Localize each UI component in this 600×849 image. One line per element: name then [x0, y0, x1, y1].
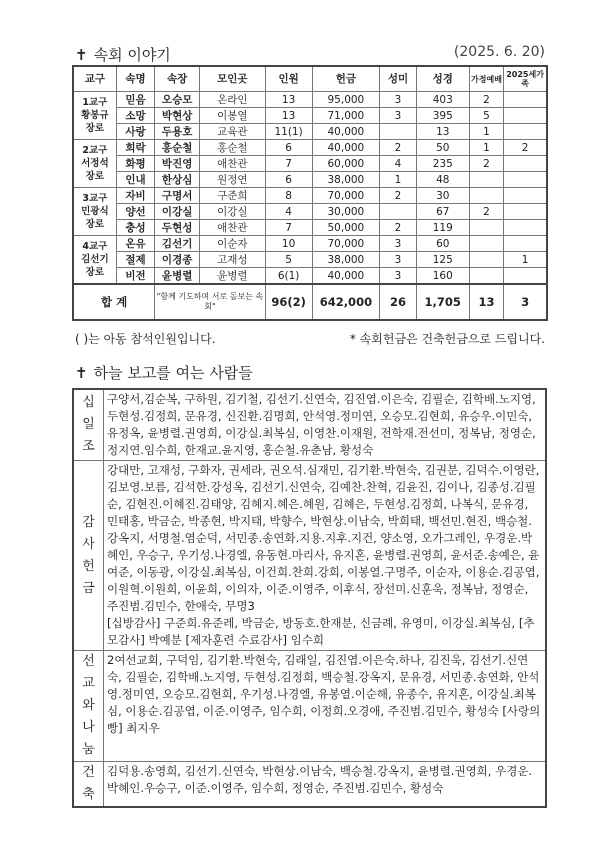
cell-bible: 60 — [416, 236, 469, 252]
cell-people: 10 — [265, 236, 312, 252]
cell-home: 1 — [469, 140, 503, 156]
cell-offering: 38,000 — [312, 252, 380, 268]
cell-people: 6(1) — [265, 268, 312, 285]
cell-leader: 박진영 — [155, 156, 200, 172]
cell-home — [469, 220, 503, 236]
col-place: 모인곳 — [200, 66, 266, 92]
donor-category: 감 사 헌 금 — [73, 461, 104, 651]
cell-family — [504, 204, 547, 220]
table-row — [73, 204, 547, 220]
cell-bible: 395 — [416, 108, 469, 124]
group-label: 1교구 황봉규 장로 — [73, 92, 116, 140]
cell-home — [469, 236, 503, 252]
total-mission: 26 — [380, 284, 416, 320]
cell-place: 구준희 — [200, 188, 266, 204]
col-offering: 헌금 — [312, 66, 380, 92]
table-row — [73, 156, 547, 172]
col-home-worship: 가정예배 — [469, 66, 503, 92]
cell-leader: 홍순철 — [155, 140, 200, 156]
note-children: ( )는 아동 참석인원입니다. — [75, 332, 216, 346]
cell-offering: 70,000 — [312, 188, 380, 204]
cell-offering: 60,000 — [312, 156, 380, 172]
table-row — [73, 172, 547, 188]
donor-category: 십 일 조 — [73, 389, 104, 461]
cell-name: 믿음 — [116, 92, 155, 108]
donor-row — [73, 389, 546, 461]
cell-mission: 3 — [380, 268, 416, 285]
cell-name: 희락 — [116, 140, 155, 156]
cell-bible: 403 — [416, 92, 469, 108]
cell-family — [504, 188, 547, 204]
cell-leader: 윤병렬 — [155, 268, 200, 285]
total-family: 3 — [504, 284, 547, 320]
donor-category: 선 교 와 나 눔 — [73, 651, 104, 762]
cell-mission: 2 — [380, 140, 416, 156]
cross-icon: ✝ — [75, 364, 88, 382]
group-label: 3교구 민광식 장로 — [73, 188, 116, 236]
cell-offering: 70,000 — [312, 236, 380, 252]
cell-mission — [380, 204, 416, 220]
group-label: 4교구 김선기 장로 — [73, 236, 116, 285]
cell-people: 5 — [265, 252, 312, 268]
table-row — [73, 188, 547, 204]
donor-row — [73, 461, 546, 651]
cell-name: 절제 — [116, 252, 155, 268]
section-title-text: 속회 이야기 — [93, 46, 171, 64]
cell-group-table — [72, 65, 548, 321]
donors-section-title — [75, 362, 253, 383]
cell-mission — [380, 124, 416, 140]
cell-leader: 두용호 — [155, 124, 200, 140]
cell-place: 애찬관 — [200, 156, 266, 172]
cell-name: 자비 — [116, 188, 155, 204]
donor-names: 김덕용.송영희, 김선기.신연숙, 박현상.이남숙, 백승철.강옥지, 윤병렬.권영희, 우경운.박혜인.우승구, 이준.이영주, 임수희, 정영순, 주진범.김민수, 황성숙 — [104, 762, 547, 808]
cell-people: 7 — [265, 156, 312, 172]
cell-home: 5 — [469, 108, 503, 124]
cell-leader: 박현상 — [155, 108, 200, 124]
cell-offering: 50,000 — [312, 220, 380, 236]
table-row — [73, 220, 547, 236]
cell-name: 비전 — [116, 268, 155, 285]
cell-people: 7 — [265, 220, 312, 236]
cell-family — [504, 108, 547, 124]
cell-place: 윤병렬 — [200, 268, 266, 285]
cell-name: 양선 — [116, 204, 155, 220]
cell-offering: 40,000 — [312, 268, 380, 285]
cross-icon: ✝ — [75, 46, 88, 64]
donor-category: 건 축 — [73, 762, 104, 808]
col-group: 교구 — [73, 66, 116, 92]
cell-home: 2 — [469, 204, 503, 220]
cell-people: 11(1) — [265, 124, 312, 140]
cell-leader: 오승모 — [155, 92, 200, 108]
cell-family — [504, 236, 547, 252]
cell-mission: 2 — [380, 220, 416, 236]
cell-home — [469, 268, 503, 285]
cell-people: 4 — [265, 204, 312, 220]
cell-place: 이순자 — [200, 236, 266, 252]
cell-offering: 30,000 — [312, 204, 380, 220]
cell-bible: 125 — [416, 252, 469, 268]
cell-place: 교육관 — [200, 124, 266, 140]
cell-leader: 김선기 — [155, 236, 200, 252]
group-label: 2교구 서정석 장로 — [73, 140, 116, 188]
table-row — [73, 252, 547, 268]
cell-people: 13 — [265, 108, 312, 124]
cell-place: 애찬관 — [200, 220, 266, 236]
cell-place: 이봉열 — [200, 108, 266, 124]
donor-names: 강대만, 고재성, 구화자, 권세라, 권오석.심재민, 김기환.박현숙, 김권분, 김덕수.이영란, 김보영.보름, 김석한.강성옥, 김선기.신연숙, 김예찬.찬혁, 김윤진, 김이나, 김종성.김필순, 김현진.이혜진.김태양, 김혜지.혜은.혜원, 김혜은, 두현성.김정희, 나복식, 문유경, 민태홍, 박금순, 박종현, 박지태, 박향수, 박현상.이남숙, 박희태, 백선민.현진, 백승철.강옥지, 서명철.염순덕, 서민종.송연화.지용.지후.지건, 양소영, 오가그레인, 우경운.박혜인, 우승구, 우기성.나경엘, 유동현.마리사, 유지혼, 윤병렬.권영희, 윤서준.송예은, 윤여준, 이동광, 이강실.최복심, 이건희.찬희.강희, 이봉열.구명주, 이순자, 이용순.김공엽, 이원혁.이원희, 이윤희, 이의자, 이준.이영주, 이후식, 장선미.신훈욱, 정복남, 정영순, 주진범.김민수, 한애숙, 무명3 [십방감사] 구준희.유준레, 박금순, 방동호.한재분, 신금례, 유영미, 이강실.최복심, [추모감사] 박예분 [제자훈련 수료감사] 임수희 — [104, 461, 547, 651]
cell-family — [504, 92, 547, 108]
cell-name: 사랑 — [116, 124, 155, 140]
table-row — [73, 268, 547, 285]
cell-home: 2 — [469, 92, 503, 108]
cell-bible: 67 — [416, 204, 469, 220]
cell-family — [504, 156, 547, 172]
cell-place: 원정연 — [200, 172, 266, 188]
donor-names: 구양서,김순복, 구하원, 김기철, 김선기.신연숙, 김진엽.이은숙, 김필순, 김학배.노지영, 두현성.김정희, 문유경, 신진환.김명희, 안석영.정미연, 오승모.김현희, 유승우.이민숙, 유정옥, 윤병렬.권영희, 이강실.최복심, 이영찬.이재원, 전학재.전선미, 정복남, 정영순, 정지연.임수희, 한재교.윤지영, 홍순철.유춘남, 황성숙 — [104, 389, 547, 461]
cell-leader: 이경종 — [155, 252, 200, 268]
cell-name: 충성 — [116, 220, 155, 236]
col-people: 인원 — [265, 66, 312, 92]
cell-leader: 구명서 — [155, 188, 200, 204]
cell-family — [504, 172, 547, 188]
cell-offering: 95,000 — [312, 92, 380, 108]
col-leader: 속장 — [155, 66, 200, 92]
donor-row — [73, 762, 546, 808]
total-home: 13 — [469, 284, 503, 320]
table-row — [73, 140, 547, 156]
cell-offering: 40,000 — [312, 124, 380, 140]
donors-title-text: 하늘 보고를 여는 사람들 — [93, 364, 253, 382]
cell-place: 홍순철 — [200, 140, 266, 156]
cell-bible: 235 — [416, 156, 469, 172]
cell-family: 1 — [504, 252, 547, 268]
cell-family — [504, 220, 547, 236]
cell-bible: 30 — [416, 188, 469, 204]
cell-mission: 2 — [380, 188, 416, 204]
section-title — [75, 44, 171, 65]
cell-name: 온유 — [116, 236, 155, 252]
donor-names: 2여선교회, 구덕임, 김기환.박현숙, 김래일, 김진엽.이은숙.하나, 김진욱, 김선기.신연숙, 김필순, 김학배.노지영, 두현성.김정희, 백승철.강옥지, 문유경, 서민종.송연화, 안석영.정미연, 오승모.김현희, 우기성.나경엘, 유봉열.이순해, 유종수, 유지혼, 이강실.최복심, 이용순.김공엽, 이준.이영주, 임수희, 이정희.오경애, 주진범.김민수, 황성숙 [사랑의 빵] 최지우 — [104, 651, 547, 762]
total-row — [73, 284, 547, 320]
cell-mission: 3 — [380, 236, 416, 252]
table-row — [73, 92, 547, 108]
cell-place: 고재성 — [200, 252, 266, 268]
table-row — [73, 236, 547, 252]
cell-people: 6 — [265, 172, 312, 188]
table-row — [73, 108, 547, 124]
cell-offering: 40,000 — [312, 140, 380, 156]
cell-name: 화평 — [116, 156, 155, 172]
cell-mission: 3 — [380, 108, 416, 124]
note-building: * 속회헌금은 건축헌금으로 드립니다. — [349, 332, 545, 346]
col-mission: 성미 — [380, 66, 416, 92]
cell-leader: 이강실 — [155, 204, 200, 220]
cell-mission: 1 — [380, 172, 416, 188]
col-bible: 성경 — [416, 66, 469, 92]
col-family-2025: 2025세가족 — [504, 66, 547, 92]
cell-offering: 71,000 — [312, 108, 380, 124]
cell-bible: 48 — [416, 172, 469, 188]
cell-name: 소망 — [116, 108, 155, 124]
cell-bible: 13 — [416, 124, 469, 140]
cell-mission: 4 — [380, 156, 416, 172]
cell-people: 6 — [265, 140, 312, 156]
total-bible: 1,705 — [416, 284, 469, 320]
cell-home: 1 — [469, 124, 503, 140]
donor-row — [73, 651, 546, 762]
cell-people: 8 — [265, 188, 312, 204]
table-header-row — [73, 66, 547, 92]
total-label: 합 계 — [73, 284, 155, 320]
total-offering: 642,000 — [312, 284, 380, 320]
cell-place: 이강실 — [200, 204, 266, 220]
cell-bible: 50 — [416, 140, 469, 156]
report-date: (2025. 6. 20) — [453, 44, 545, 60]
cell-mission: 3 — [380, 252, 416, 268]
cell-family — [504, 268, 547, 285]
cell-bible: 119 — [416, 220, 469, 236]
cell-people: 13 — [265, 92, 312, 108]
total-motto: "함께 기도하며 서로 돌보는 속회" — [155, 284, 265, 320]
cell-place: 온라인 — [200, 92, 266, 108]
cell-home — [469, 252, 503, 268]
cell-leader: 한상심 — [155, 172, 200, 188]
donors-table — [72, 388, 547, 808]
cell-home — [469, 172, 503, 188]
cell-offering: 38,000 — [312, 172, 380, 188]
cell-home: 2 — [469, 156, 503, 172]
cell-home — [469, 188, 503, 204]
cell-name: 인내 — [116, 172, 155, 188]
col-name: 속명 — [116, 66, 155, 92]
table-row — [73, 124, 547, 140]
cell-bible: 160 — [416, 268, 469, 285]
section-header — [75, 44, 545, 66]
total-people: 96(2) — [265, 284, 312, 320]
cell-family — [504, 124, 547, 140]
cell-mission: 3 — [380, 92, 416, 108]
cell-leader: 두현성 — [155, 220, 200, 236]
cell-family: 2 — [504, 140, 547, 156]
